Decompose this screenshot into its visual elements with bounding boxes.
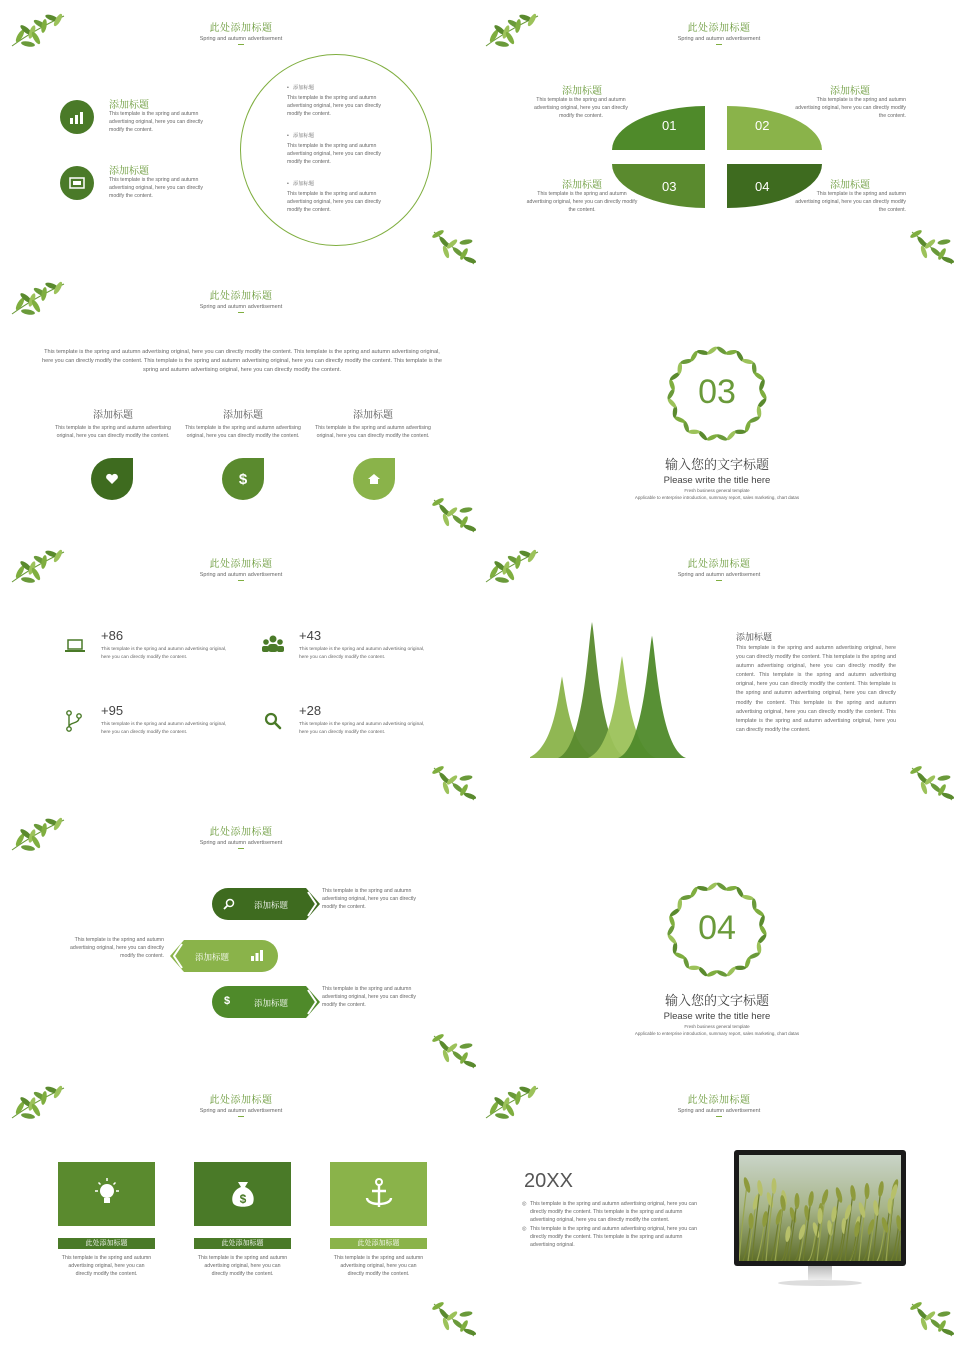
block-text: This template is the spring and autumn advertising original, here you can directly modify the content.	[795, 191, 906, 213]
card-label: 此处添加标题	[330, 1238, 427, 1249]
card-icon-box	[194, 1162, 291, 1226]
section-number: 03	[698, 373, 736, 411]
leaf-decoration	[426, 1026, 476, 1070]
card-text: This template is the spring and autumn advertising original, here you can directly modify the content.	[61, 1255, 152, 1277]
bullet-text: This template is the spring and autumn advertising original, here you can directly modify the content.	[287, 191, 382, 213]
col-title: 添加标题	[93, 410, 133, 421]
slide-subtitle: Spring and autumn advertisement	[199, 572, 283, 578]
stat-value: +95	[101, 703, 124, 718]
slide-title: 此处添加标题	[687, 559, 751, 570]
section-sub: Fresh business general template	[684, 1024, 750, 1029]
quadrant-number: 04	[755, 179, 770, 194]
col-text: This template is the spring and autumn advertising original, here you can directly modify the content.	[185, 425, 301, 439]
col-title: 添加标题	[353, 410, 393, 421]
slide-9	[4, 1076, 478, 1340]
block-text: This template is the spring and autumn advertising original, here you can directly modify the content.	[533, 97, 628, 119]
dollar-icon: $	[222, 458, 264, 500]
paragraph-2: This template is the spring and autumn advertising original, here you can directly modify the content. This template is the spring and autumn advertising original.	[530, 1226, 697, 1248]
section-sub2: Applicable to enterprise introduction, summary report, sales marketing, chart datas	[634, 1031, 800, 1036]
section-title: 输入您的文字标题	[664, 457, 769, 472]
slide-1	[4, 4, 478, 268]
slide-4	[482, 272, 956, 536]
quadrant-number: 03	[662, 179, 677, 194]
tag-text: This template is the spring and autumn advertising original, here you can directly modify the content.	[322, 888, 417, 910]
item-title: 添加标题	[109, 166, 149, 177]
bullet-title: 添加标题	[293, 85, 314, 91]
leaf-decoration	[904, 222, 954, 266]
stat-value: +86	[101, 628, 124, 643]
slide-5	[4, 540, 478, 804]
col-text: This template is the spring and autumn advertising original, here you can directly modify the content.	[55, 425, 171, 439]
monitor-stand	[808, 1266, 832, 1280]
card-text: This template is the spring and autumn advertising original, here you can directly modify the content.	[197, 1255, 288, 1277]
slide-header	[4, 558, 478, 581]
leaf-decoration	[904, 1294, 954, 1338]
section-en-title: Please write the title here	[663, 475, 771, 486]
leaf-decoration	[426, 222, 476, 266]
card-text: This template is the spring and autumn advertising original, here you can directly modify the content.	[333, 1255, 424, 1277]
slide-title: 此处添加标题	[209, 827, 273, 838]
slide-subtitle: Spring and autumn advertisement	[199, 304, 283, 310]
slide-title: 此处添加标题	[687, 1095, 751, 1106]
block-text: This template is the spring and autumn advertising original, here you can directly modify the content.	[526, 191, 638, 213]
slide-header	[4, 826, 478, 849]
slide-subtitle: Spring and autumn advertisement	[677, 572, 761, 578]
block-title: 添加标题	[562, 180, 602, 191]
slide-header	[4, 22, 478, 45]
text-body: This template is the spring and autumn advertising original, here you can directly modify the content. This template is the spring and autumn advertising original, here you can directly modify the content. This template is the spring and autumn advertising original, here you can directly modify the content. This template is the spring and autumn advertising original, here you can directly modify the content. This template is the spring and autumn advertising original, here you can directly modify the content. This template is the spring and autumn advertising original, here you can directly modify the content.	[736, 645, 896, 733]
film-icon	[60, 166, 94, 200]
card-label: 此处添加标题	[194, 1238, 291, 1249]
slide-8	[482, 808, 956, 1072]
monitor-image	[734, 1150, 906, 1266]
dollar-icon: $	[224, 995, 231, 1007]
slide-subtitle: Spring and autumn advertisement	[199, 840, 283, 846]
slide-header	[482, 558, 956, 581]
search-icon	[264, 712, 282, 730]
stat-text: This template is the spring and autumn advertising original, here you can directly modify the content.	[299, 647, 425, 660]
slide-subtitle: Spring and autumn advertisement	[199, 36, 283, 42]
branch-icon	[66, 710, 82, 732]
slide-title: 此处添加标题	[209, 23, 273, 34]
slide-subtitle: Spring and autumn advertisement	[677, 36, 761, 42]
slide-header	[4, 290, 478, 313]
anchor-icon	[361, 1176, 397, 1212]
monitor-base	[778, 1280, 862, 1286]
tag-label: 添加标题	[254, 900, 289, 910]
laptop-icon	[64, 638, 86, 654]
heart-icon	[91, 458, 133, 500]
bar-chart-icon	[251, 950, 263, 961]
bullet-title: 添加标题	[293, 133, 314, 139]
col-title: 添加标题	[223, 410, 263, 421]
svg-text:$: $	[239, 1192, 246, 1206]
slide-title: 此处添加标题	[209, 559, 273, 570]
paragraph: ◎ This template is the spring and autumn advertising original, here you can directly modify the content. This template is the spring and autumn advertising original, here you can directly modify the content. ◎ This template is the spring and autumn advertising original, here you can directly modify the content. This template is the spring and autumn advertising original.	[522, 1200, 706, 1249]
item-text: This template is the spring and autumn advertising original, here you can directly modify the content.	[109, 111, 204, 133]
section-sub2: Applicable to enterprise introduction, summary report, sales marketing, chart datas	[634, 495, 800, 500]
slide-header	[482, 22, 956, 45]
home-icon	[353, 458, 395, 500]
slide-subtitle: Spring and autumn advertisement	[677, 1108, 761, 1114]
tag-text: This template is the spring and autumn advertising original, here you can directly modify the content.	[322, 986, 417, 1008]
section-en-title: Please write the title here	[663, 1011, 771, 1022]
text-title: 添加标题	[736, 632, 773, 642]
intro-paragraph: This template is the spring and autumn advertising original, here you can directly modify the content. This template is the spring and autumn advertising original, here you can directly modify the content. This template is the spring and autumn advertising original, here you can directly modify the content. This template is the spring and autumn advertising original, here you can directly modify the content.	[42, 349, 442, 373]
peak-chart	[530, 622, 690, 758]
slide-6	[482, 540, 956, 804]
slide-title: 此处添加标题	[687, 23, 751, 34]
item-text: This template is the spring and autumn advertising original, here you can directly modify the content.	[109, 177, 204, 199]
slide-subtitle: Spring and autumn advertisement	[199, 1108, 283, 1114]
stat-value: +28	[299, 703, 322, 718]
bullet-text: This template is the spring and autumn advertising original, here you can directly modify the content.	[287, 95, 382, 117]
wheat-photo	[739, 1155, 901, 1261]
tag-label: 添加标题	[195, 952, 230, 962]
lightbulb-icon	[89, 1176, 125, 1212]
card-icon-box	[330, 1162, 427, 1226]
slide-3	[4, 272, 478, 536]
paragraph-1: This template is the spring and autumn advertising original, here you can directly modify the content. This template is the spring and autumn advertising original, here you can directly modify the content.	[530, 1201, 697, 1223]
block-title: 添加标题	[830, 180, 870, 191]
leaf-decoration	[426, 758, 476, 802]
slide-10	[482, 1076, 956, 1340]
slide-title: 此处添加标题	[209, 291, 273, 302]
bar-chart-icon	[60, 100, 94, 134]
card-icon-box	[58, 1162, 155, 1226]
stat-text: This template is the spring and autumn advertising original, here you can directly modify the content.	[299, 722, 425, 735]
leaf-decoration	[426, 1294, 476, 1338]
section-sub: Fresh business general template	[684, 488, 750, 493]
quadrant-number: 02	[755, 118, 770, 133]
card-label: 此处添加标题	[58, 1238, 155, 1249]
quadrant-number: 01	[662, 118, 677, 133]
block-text: This template is the spring and autumn advertising original, here you can directly modify the content.	[795, 97, 906, 119]
leaf-decoration	[426, 490, 476, 534]
search-icon	[223, 898, 235, 910]
bullet-list: • 添加标题 This template is the spring and autumn advertising original, here you can directly modify the content. • 添加标题 This template is the spring and autumn advertising original, here you can directly modify the content. • 添加标题 This template is the spring and autumn advertising original, here you can directly modify the content.	[287, 84, 397, 214]
block-title: 添加标题	[830, 86, 870, 97]
col-text: This template is the spring and autumn advertising original, here you can directly modify the content.	[315, 425, 431, 439]
stat-value: +43	[299, 628, 322, 643]
leaf-decoration	[904, 758, 954, 802]
slide-header	[4, 1094, 478, 1117]
block-title: 添加标题	[562, 86, 602, 97]
tag-label: 添加标题	[254, 998, 289, 1008]
slide-header	[482, 1094, 956, 1117]
stat-text: This template is the spring and autumn advertising original, here you can directly modify the content.	[101, 647, 227, 660]
quadrant-graphic	[610, 106, 822, 208]
year-heading: 20XX	[524, 1170, 573, 1192]
tag-text: This template is the spring and autumn advertising original, here you can directly modify the content.	[69, 937, 164, 959]
slide-2	[482, 4, 956, 268]
section-number: 04	[698, 909, 736, 947]
users-icon	[262, 634, 284, 654]
money-bag-icon	[225, 1176, 261, 1212]
stat-text: This template is the spring and autumn advertising original, here you can directly modify the content.	[101, 722, 227, 735]
bullet-text: This template is the spring and autumn advertising original, here you can directly modify the content.	[287, 143, 382, 165]
slide-title: 此处添加标题	[209, 1095, 273, 1106]
section-title: 输入您的文字标题	[664, 993, 769, 1008]
bullet-title: 添加标题	[293, 181, 314, 187]
slide-7	[4, 808, 478, 1072]
item-title: 添加标题	[109, 100, 149, 111]
